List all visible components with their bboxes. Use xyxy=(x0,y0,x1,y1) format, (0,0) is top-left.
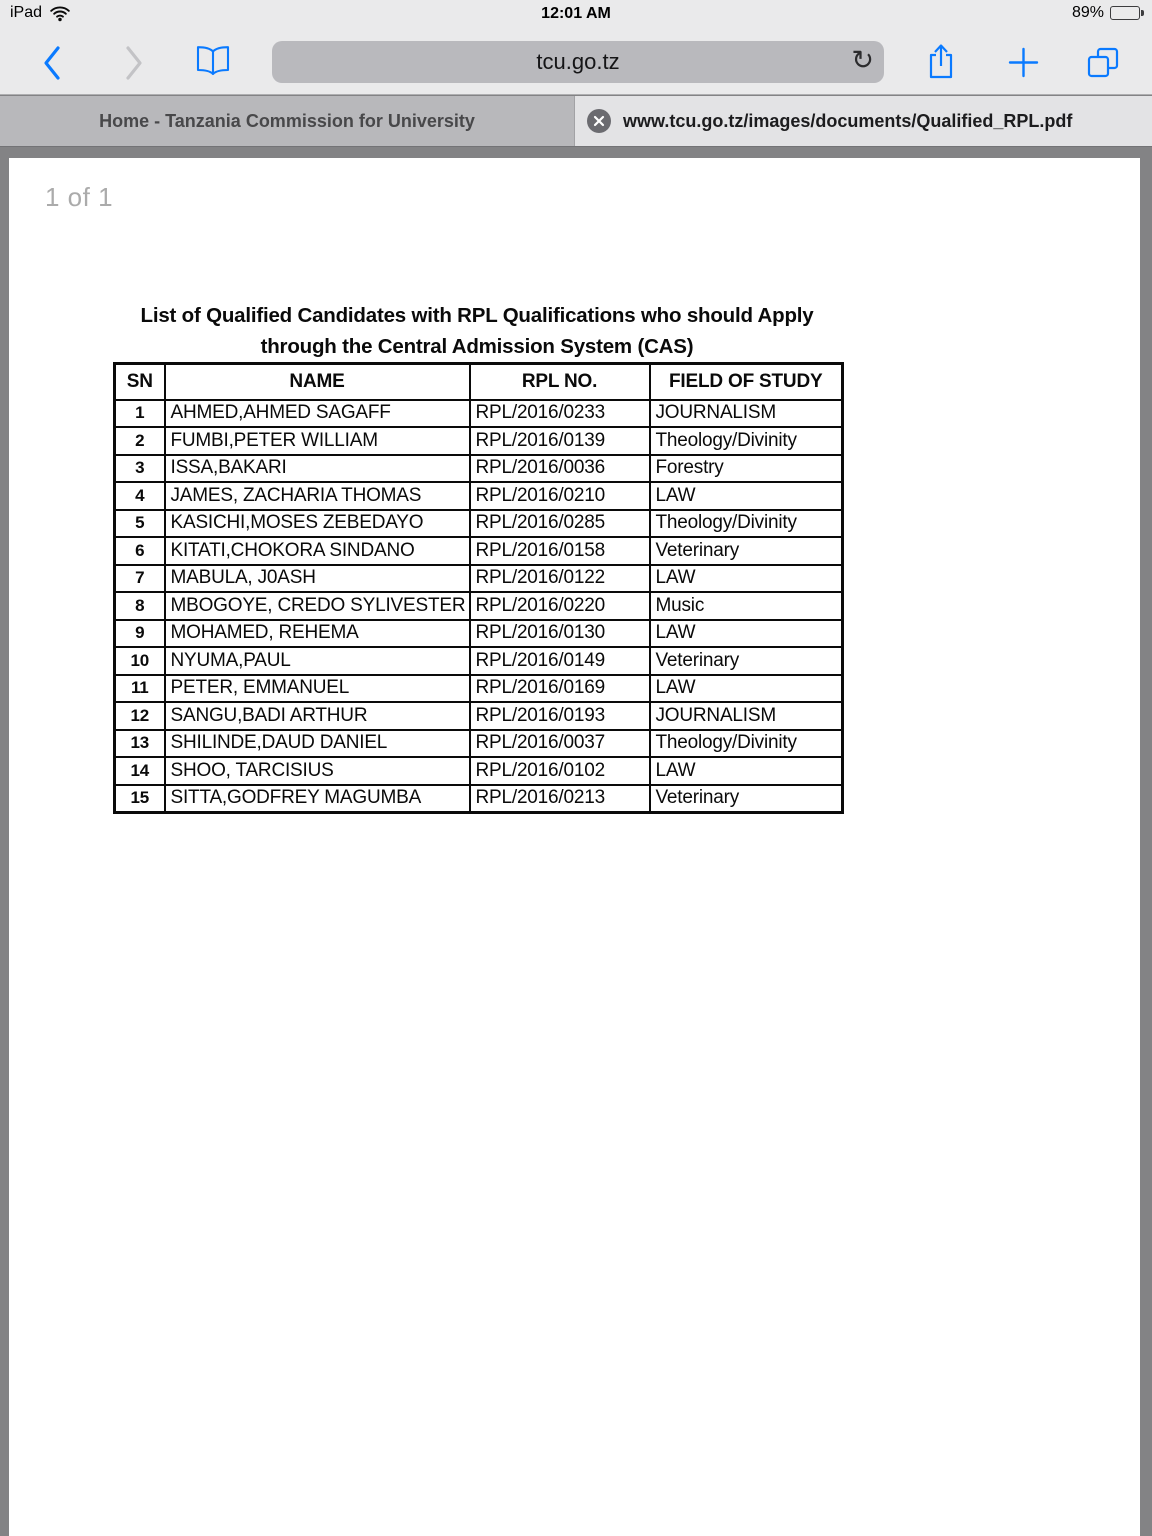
cell-rpl-no: RPL/2016/0158 xyxy=(470,537,650,565)
status-bar xyxy=(0,0,1152,30)
cell-field-of-study: Theology/Divinity xyxy=(650,510,843,538)
tab-home[interactable] xyxy=(0,96,575,146)
table-row xyxy=(115,537,843,565)
cell-field-of-study: Veterinary xyxy=(650,537,843,565)
cell-field-of-study: LAW xyxy=(650,675,843,703)
cell-name: SHILINDE,DAUD DANIEL xyxy=(165,730,470,758)
page-indicator: 1 of 1 xyxy=(45,182,114,212)
cell-name: FUMBI,PETER WILLIAM xyxy=(165,427,470,455)
cell-sn: 6 xyxy=(115,537,165,565)
cell-sn: 2 xyxy=(115,427,165,455)
cell-name: AHMED,AHMED SAGAFF xyxy=(165,400,470,428)
document-title-line1: List of Qualified Candidates with RPL Qualifications who should Apply xyxy=(140,304,814,327)
cell-name: SITTA,GODFREY MAGUMBA xyxy=(165,785,470,813)
table-row xyxy=(115,592,843,620)
table-row xyxy=(115,482,843,510)
tab-bar xyxy=(0,96,1152,147)
cell-rpl-no: RPL/2016/0220 xyxy=(470,592,650,620)
share-button[interactable] xyxy=(926,43,956,81)
tab-switcher-button[interactable] xyxy=(1086,46,1120,79)
cell-name: ISSA,BAKARI xyxy=(165,455,470,483)
header-sn: SN xyxy=(115,364,165,400)
table-header-row xyxy=(115,364,843,400)
cell-name: PETER, EMMANUEL xyxy=(165,675,470,703)
cell-sn: 15 xyxy=(115,785,165,813)
table-row xyxy=(115,455,843,483)
cell-sn: 12 xyxy=(115,702,165,730)
tabs-icon xyxy=(1086,46,1120,79)
table-row xyxy=(115,620,843,648)
pdf-viewer[interactable] xyxy=(0,148,1152,1536)
table-row xyxy=(115,565,843,593)
cell-rpl-no: RPL/2016/0193 xyxy=(470,702,650,730)
cell-rpl-no: RPL/2016/0149 xyxy=(470,647,650,675)
table-row xyxy=(115,785,843,813)
url-text: tcu.go.tz xyxy=(536,49,620,74)
bookmarks-button[interactable] xyxy=(194,45,232,79)
cell-sn: 8 xyxy=(115,592,165,620)
cell-sn: 9 xyxy=(115,620,165,648)
cell-sn: 3 xyxy=(115,455,165,483)
battery-percent-label: 89% xyxy=(1071,4,1104,21)
cell-sn: 10 xyxy=(115,647,165,675)
cell-sn: 1 xyxy=(115,400,165,428)
cell-name: MOHAMED, REHEMA xyxy=(165,620,470,648)
header-field-of-study: FIELD OF STUDY xyxy=(650,364,843,400)
qualified-candidates-table xyxy=(113,362,844,814)
cell-field-of-study: Veterinary xyxy=(650,647,843,675)
battery-icon xyxy=(1110,6,1144,20)
cell-rpl-no: RPL/2016/0169 xyxy=(470,675,650,703)
cell-rpl-no: RPL/2016/0036 xyxy=(470,455,650,483)
cell-field-of-study: Veterinary xyxy=(650,785,843,813)
cell-sn: 5 xyxy=(115,510,165,538)
cell-rpl-no: RPL/2016/0233 xyxy=(470,400,650,428)
cell-rpl-no: RPL/2016/0285 xyxy=(470,510,650,538)
pdf-page xyxy=(9,158,1140,1536)
table-row xyxy=(115,647,843,675)
cell-name: SANGU,BADI ARTHUR xyxy=(165,702,470,730)
cell-sn: 13 xyxy=(115,730,165,758)
cell-name: NYUMA,PAUL xyxy=(165,647,470,675)
table-row xyxy=(115,510,843,538)
cell-name: MBOGOYE, CREDO SYLIVESTER xyxy=(165,592,470,620)
clock: 12:01 AM xyxy=(541,5,611,22)
cell-sn: 14 xyxy=(115,757,165,785)
share-icon xyxy=(926,43,956,81)
cell-sn: 11 xyxy=(115,675,165,703)
cell-field-of-study: LAW xyxy=(650,565,843,593)
cell-sn: 4 xyxy=(115,482,165,510)
cell-name: MABULA, J0ASH xyxy=(165,565,470,593)
table-row xyxy=(115,757,843,785)
cell-sn: 7 xyxy=(115,565,165,593)
cell-field-of-study: Music xyxy=(650,592,843,620)
cell-field-of-study: LAW xyxy=(650,482,843,510)
close-tab-button[interactable] xyxy=(587,109,611,133)
cell-rpl-no: RPL/2016/0130 xyxy=(470,620,650,648)
qualified-candidates-table-body xyxy=(115,400,843,813)
cell-field-of-study: LAW xyxy=(650,757,843,785)
table-row xyxy=(115,702,843,730)
cell-rpl-no: RPL/2016/0213 xyxy=(470,785,650,813)
document-title xyxy=(113,300,841,362)
cell-field-of-study: Theology/Divinity xyxy=(650,730,843,758)
back-chevron-icon xyxy=(40,44,64,82)
cell-name: SHOO, TARCISIUS xyxy=(165,757,470,785)
new-tab-button[interactable] xyxy=(1007,46,1040,79)
cell-field-of-study: Forestry xyxy=(650,455,843,483)
safari-toolbar xyxy=(0,30,1152,95)
cell-field-of-study: Theology/Divinity xyxy=(650,427,843,455)
tab-title: Home - Tanzania Commission for University xyxy=(99,110,475,131)
cell-name: KITATI,CHOKORA SINDANO xyxy=(165,537,470,565)
tab-qualified-rpl-pdf[interactable] xyxy=(575,96,1152,146)
reload-icon: ↻ xyxy=(851,45,874,76)
cell-name: KASICHI,MOSES ZEBEDAYO xyxy=(165,510,470,538)
tab-title: www.tcu.go.tz/images/documents/Qualified_RPL.pdf xyxy=(623,110,1073,131)
cell-field-of-study: JOURNALISM xyxy=(650,702,843,730)
cell-rpl-no: RPL/2016/0037 xyxy=(470,730,650,758)
forward-chevron-icon xyxy=(122,44,146,82)
reload-button[interactable] xyxy=(851,45,874,77)
table-row xyxy=(115,730,843,758)
cell-rpl-no: RPL/2016/0210 xyxy=(470,482,650,510)
header-name: NAME xyxy=(165,364,470,400)
table-row xyxy=(115,400,843,428)
address-bar[interactable] xyxy=(272,41,884,83)
forward-button[interactable] xyxy=(122,44,146,82)
close-icon xyxy=(593,115,605,127)
cell-name: JAMES, ZACHARIA THOMAS xyxy=(165,482,470,510)
table-row xyxy=(115,427,843,455)
cell-rpl-no: RPL/2016/0102 xyxy=(470,757,650,785)
plus-icon xyxy=(1007,46,1040,79)
cell-rpl-no: RPL/2016/0122 xyxy=(470,565,650,593)
document-title-line2: through the Central Admission System (CAS) xyxy=(260,335,694,358)
cell-field-of-study: JOURNALISM xyxy=(650,400,843,428)
header-rpl-no: RPL NO. xyxy=(470,364,650,400)
cell-field-of-study: LAW xyxy=(650,620,843,648)
book-icon xyxy=(194,45,232,79)
back-button[interactable] xyxy=(40,44,64,82)
cell-rpl-no: RPL/2016/0139 xyxy=(470,427,650,455)
table-row xyxy=(115,675,843,703)
carrier-label: iPad xyxy=(10,4,43,21)
